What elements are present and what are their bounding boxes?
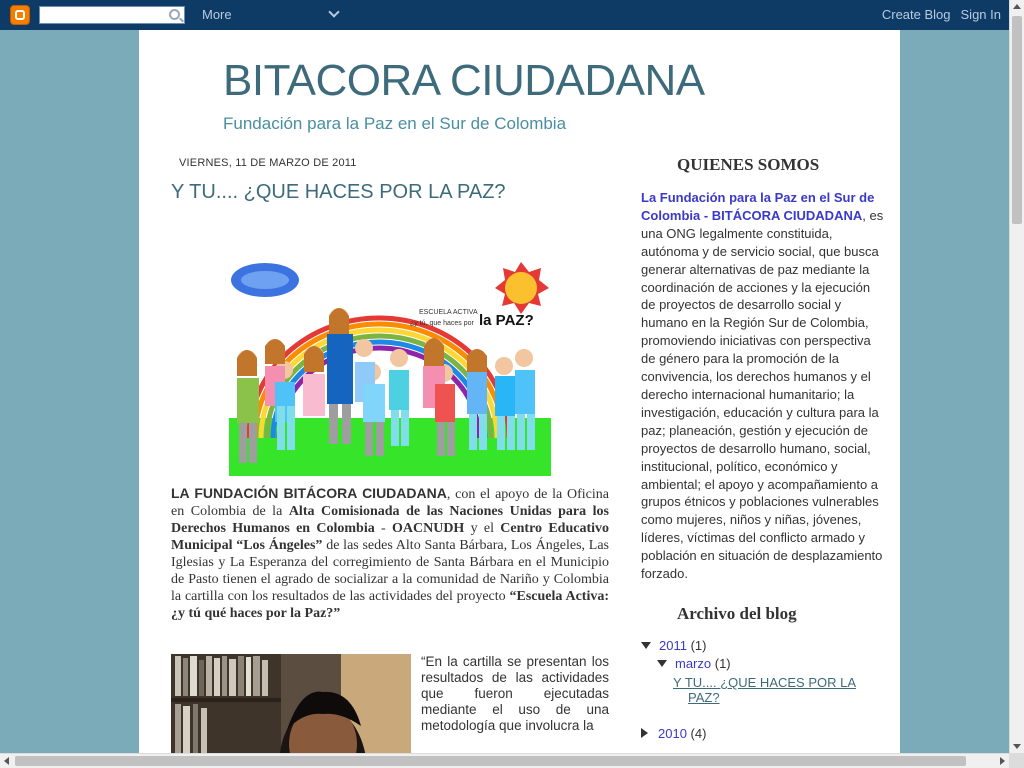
archive-post-link[interactable] [673,675,856,705]
school-label: ESCUELA ACTIVA [419,309,478,316]
body-text: - [374,521,392,536]
post-title[interactable]: Y TU.... ¿QUE HACES POR LA PAZ? [171,181,506,203]
archive-year-link[interactable]: 2011 [659,637,687,653]
about-highlight: La Fundación para la Paz en el Sur de Colombia - BITÁCORA CIUDADANA [641,190,875,223]
blog-title[interactable]: BITACORA CIUDADANA [223,56,705,105]
chevron-down-icon[interactable] [328,6,339,17]
blogger-navbar [0,0,1009,30]
scroll-left-icon[interactable] [4,757,9,765]
blog-description: Fundación para la Paz en el Sur de Colombia [223,114,567,133]
archive-count: (1) [690,637,707,653]
post-date: VIERNES, 11 DE MARZO DE 2011 [179,157,357,169]
body-oacnudh-name: Alta Comisionada de las Naciones Unidas para los Derechos Humanos en Colombia [171,504,609,536]
search-input[interactable] [39,6,185,24]
scroll-right-icon[interactable] [1000,757,1005,765]
collapse-triangle-icon[interactable] [641,642,651,649]
body-foundation-name: LA FUNDACIÓN BITÁCORA CIUDADANA [171,485,447,501]
horizontal-scrollbar[interactable] [0,753,1009,768]
body-text: , con el apoyo de la Oficina en Colombia de la [171,487,610,519]
body-oacnudh-acronym: OACNUDH [391,521,465,536]
archive-post-line: PAZ? [688,689,720,705]
post-illustration[interactable] [229,248,551,476]
photo-svg [171,654,411,753]
scroll-thumb[interactable] [1012,16,1022,224]
archive-count: (4) [690,725,707,741]
paz-label: la PAZ? [479,312,534,329]
expand-triangle-icon[interactable] [641,728,648,738]
search-icon[interactable] [169,9,180,20]
vertical-scrollbar[interactable] [1009,0,1024,753]
blogger-logo-icon[interactable] [10,5,30,25]
about-title: QUIENES SOMOS [677,155,820,174]
page-content [139,30,900,753]
create-blog-link[interactable]: Create Blog [881,7,951,22]
archive-title: Archivo del blog [677,603,797,623]
archive-year-2011 [641,637,886,655]
body-project-name: “Escuela Activa: ¿y tú qué haces por la Paz?” [171,589,609,621]
blog-archive [641,637,886,743]
about-body: , es una ONG legalmente constituida, autónoma y de servicio social, que busca generar alternativas de paz mediante la coordinación de acciones y la ejecución de proyectos de desarrollo social y humano en la Región Sur de Colombia, promoviendo iniciativas con perspectiva de género para la promoción de la convivencia, los derechos humanos y el derecho internacional humanitario; la investigación, educación y cultura para la paz; planeación, gestión y ejecución de proyectos de desarrollo humano, social, institucional, político, económico y ambiental; el apoyo y acompañamiento a grupos étnicos y poblaciones vulnerables como mujeres, niños y niñas, jóvenes, líderes, víctimas del conflicto armado y población en situación de desplazamiento forzado. [641,207,884,582]
bookshelf [171,654,281,753]
archive-month-march [641,655,886,673]
sidebar [641,155,886,743]
archive-post [641,675,886,705]
post-photo[interactable] [171,654,411,753]
collapse-triangle-icon[interactable] [657,660,667,667]
body-school-name: Centro Educativo Municipal “Los Ángeles” [171,521,609,553]
scroll-up-icon[interactable] [1013,4,1021,9]
archive-month-link[interactable]: marzo [675,655,712,671]
body-text: de las sedes Alto Santa Bárbara, Los Ángeles, Las Iglesias y La Esperanza del corregimiento de Santa Bárbara en el Municipio de Pasto tienen el agrado de socializar a la comunidad de Nariño y Colombia la cartilla con los resultados de las actividades del proyecto [171,538,609,604]
post-body [171,485,609,622]
archive-year-2010 [641,725,886,743]
archive-post-line: Y TU.... ¿QUE HACES POR LA [673,674,857,690]
archive-year-link[interactable]: 2010 [658,725,687,741]
question-label: ¿y tú, que haces por [410,320,474,327]
sun-icon [495,262,549,314]
illustration-svg [229,248,551,476]
archive-count: (1) [714,655,731,671]
scrollbar-corner [1009,753,1024,768]
navbar-actions [872,7,1001,22]
body-text: y el [464,521,501,536]
post-body-paragraph-2: “En la cartilla se presentan los resultados de las actividades que fueron ejecutadas mediante el uso de una metodología que involucra la [421,654,609,733]
scroll-down-icon[interactable] [1013,744,1021,749]
sign-in-link[interactable]: Sign In [960,7,1001,22]
more-menu[interactable]: More [202,7,232,22]
scroll-thumb[interactable] [15,756,966,766]
about-text [641,189,886,583]
